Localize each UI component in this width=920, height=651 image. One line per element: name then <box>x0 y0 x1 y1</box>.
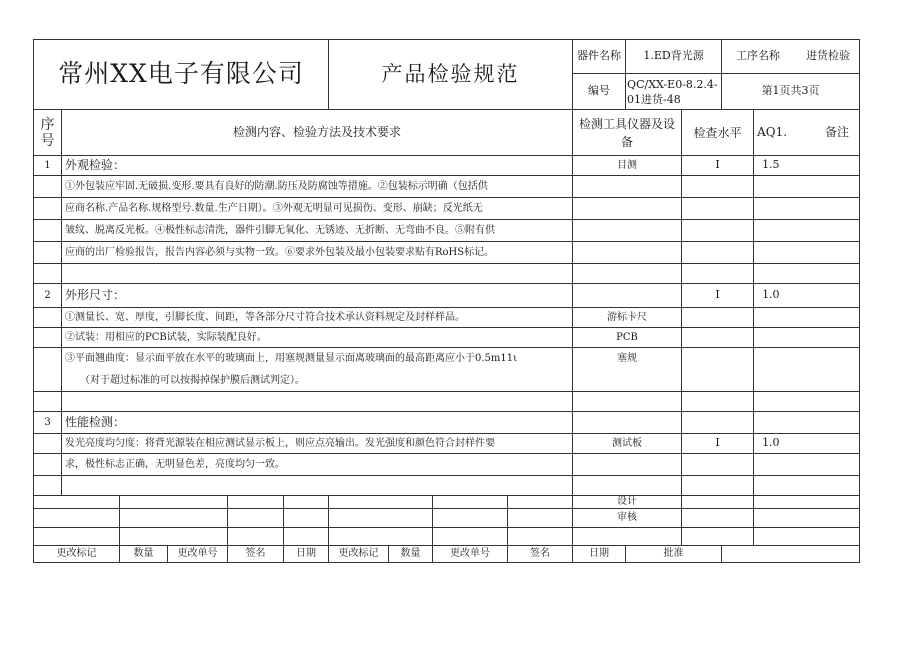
part-name-label: 器件名称 <box>573 40 626 74</box>
table-row <box>34 284 860 308</box>
table-row <box>34 198 860 220</box>
section-3-line-1: 发光亮度均匀度：将背光源装在相应测试显示板上，则应点亮输出。发光强度和颜色符合封样件要 <box>62 434 573 454</box>
col-aql-remark <box>754 110 860 156</box>
quantity-label-1: 数量 <box>120 546 168 563</box>
table-row <box>34 434 860 454</box>
section-1-line-2: 应商名称.产品名称.规格型号.数量.生产日期）。③外观无明显可见损伤、变形、崩缺；反光纸无 <box>62 198 573 220</box>
page-indicator: 第1页共3页 <box>722 74 860 110</box>
col-content: 检测内容、检验方法及技术要求 <box>62 110 573 156</box>
number-label: 编号 <box>573 74 626 110</box>
section-2-line-3: ③平面翘曲度：显示面平放在水平的玻璃面上，用塞规测量显示面离玻璃面的最高距离应小于0.5m11ι <box>62 348 573 370</box>
section-2-no: 2 <box>34 284 62 308</box>
col-aql: AQ1. <box>757 124 788 139</box>
table-row <box>34 242 860 264</box>
table-row <box>34 308 860 328</box>
table-row <box>34 220 860 242</box>
table-row <box>34 176 860 198</box>
section-2-tool-1: 游标卡尺 <box>573 308 682 328</box>
date-label-1: 日期 <box>284 546 329 563</box>
design-label: 设计 <box>573 496 682 509</box>
section-2-tool-3: 塞规 <box>573 348 682 370</box>
section-1-aql: 1.5 <box>754 156 860 176</box>
section-2-level: I <box>682 284 754 308</box>
col-level: 检查水平 <box>682 110 754 156</box>
doc-title: 产品检验规范 <box>329 40 573 110</box>
table-row <box>34 328 860 348</box>
col-tools: 检测工具仪器及设备 <box>573 110 682 156</box>
table-row <box>34 476 860 496</box>
process-value: 进货检验 <box>806 49 851 63</box>
section-1-line-4: 应商的出厂检验报告，报告内容必须与实物一致。⑥要求外包装及最小包装要求贴有RoHS标记。 <box>62 242 573 264</box>
section-2-title: 外形尺寸： <box>62 284 573 308</box>
table-row <box>34 392 860 412</box>
section-1-no: 1 <box>34 156 62 176</box>
section-1-tool: 目测 <box>573 156 682 176</box>
change-mark-label-2: 更改标记 <box>329 546 389 563</box>
quantity-label-2: 数量 <box>389 546 433 563</box>
section-3-aql: 1.0 <box>754 434 860 454</box>
company-name: 常州XX电子有限公司 <box>34 40 329 110</box>
section-3-level: I <box>682 434 754 454</box>
process-combined <box>722 40 860 74</box>
table-row <box>34 412 860 434</box>
table-row <box>34 370 860 392</box>
section-2-tool-2: PCB <box>573 328 682 348</box>
table-row <box>34 454 860 476</box>
section-3-title: 性能检测： <box>62 412 573 434</box>
section-2-line-4: （对于超过标准的可以按揭掉保护膜后测试判定）。 <box>62 370 573 392</box>
review-label: 审核 <box>573 509 682 528</box>
section-3-line-2: 求，极性标志正确，无明显色差，亮度均匀一致。 <box>62 454 573 476</box>
section-2-line-1: ①测量长、宽、厚度，引脚长度、间距，等各部分尺寸符合技术承认资料规定及封样样品。 <box>62 308 573 328</box>
signature-label-2: 签名 <box>508 546 573 563</box>
section-1-line-3: 皱纹、脱离反光板。④极性标志清洗，器件引脚无氧化、无锈迹、无折断、无弯曲不良。⑤附有供 <box>62 220 573 242</box>
table-row <box>34 156 860 176</box>
col-remark: 备注 <box>825 124 850 139</box>
section-2-aql: 1.0 <box>754 284 860 308</box>
section-1-line-1: ①外包装应牢固.无破损.变形.要具有良好的防潮.防压及防腐蚀等措施。②包装标示明确（包括供 <box>62 176 573 198</box>
part-name-value: 1.ED背光源 <box>626 40 722 74</box>
change-no-label-1: 更改单号 <box>168 546 228 563</box>
section-3-tool: 测试板 <box>573 434 682 454</box>
section-1-title: 外观检验： <box>62 156 573 176</box>
change-mark-label-1: 更改标记 <box>34 546 120 563</box>
change-no-label-2: 更改单号 <box>433 546 508 563</box>
date-label-2: 日期 <box>573 546 626 563</box>
approve-label: 批准 <box>626 546 722 563</box>
col-seq: 序号 <box>34 110 62 156</box>
table-row <box>34 264 860 284</box>
signature-label-1: 签名 <box>228 546 284 563</box>
section-1-level: I <box>682 156 754 176</box>
number-value: QC/XX-E0-8.2.4-01进货-48 <box>626 74 722 110</box>
inspection-spec-document <box>33 39 859 563</box>
spec-table <box>33 39 860 563</box>
table-row <box>34 348 860 370</box>
process-label: 工序名称 <box>736 49 781 63</box>
section-2-line-2: ②试装：用相应的PCB试装，实际装配良好。 <box>62 328 573 348</box>
section-3-no: 3 <box>34 412 62 434</box>
